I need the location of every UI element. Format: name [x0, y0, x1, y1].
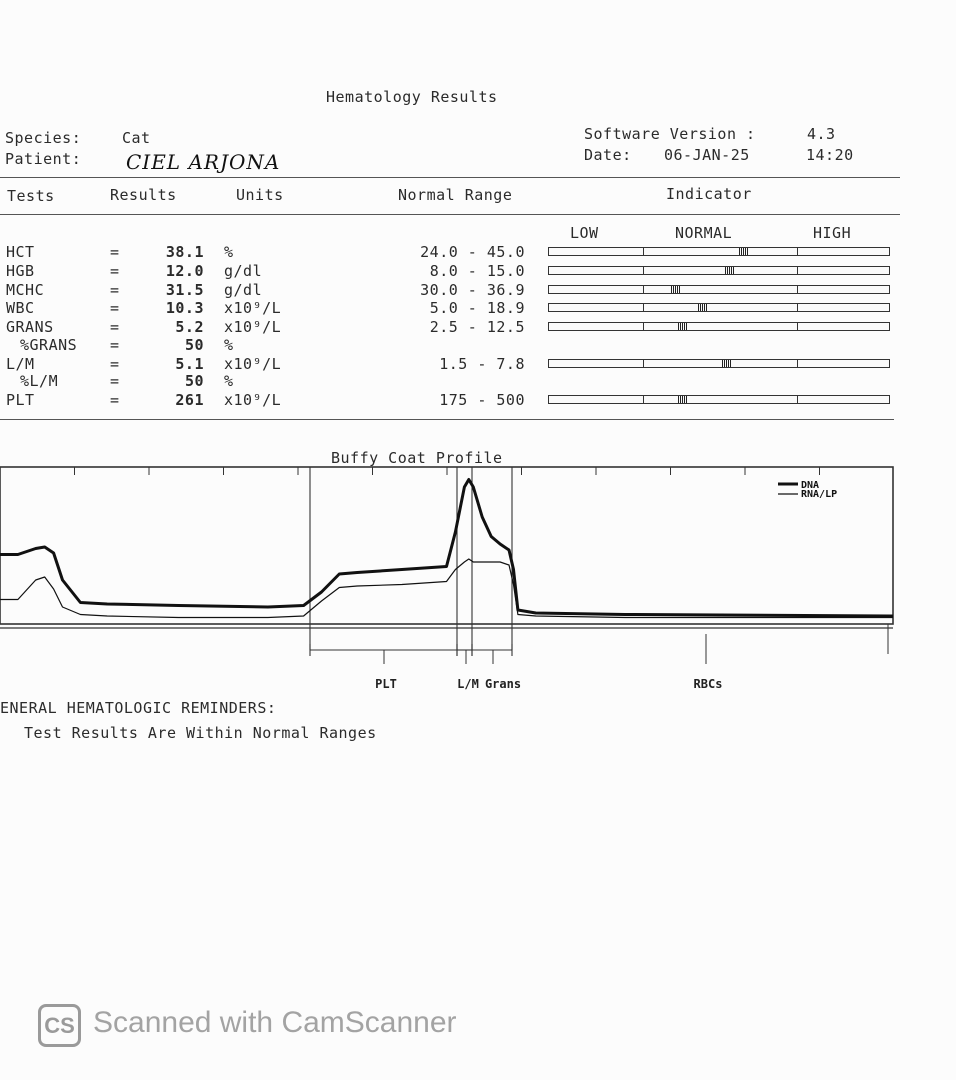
indicator-label-low: LOW	[570, 224, 599, 242]
equals-sign: =	[110, 262, 120, 280]
result-value: 12.0	[165, 262, 204, 280]
patient-label: Patient:	[5, 150, 82, 168]
reminders-text: Test Results Are Within Normal Ranges	[24, 724, 377, 742]
buffy-coat-chart	[0, 464, 956, 704]
normal-range: 2.5 - 12.5	[429, 318, 525, 336]
result-value: 38.1	[165, 243, 204, 261]
indicator-divider	[797, 286, 798, 293]
indicator-divider	[643, 360, 644, 367]
test-name: HCT	[6, 243, 35, 261]
report-title: Hematology Results	[326, 88, 498, 106]
time-value: 14:20	[806, 146, 854, 164]
patient-name-handwritten: CIEL ARJONA	[126, 150, 281, 174]
date-label: Date:	[584, 146, 632, 164]
result-unit: g/dl	[224, 262, 263, 280]
result-unit: %	[224, 243, 234, 261]
result-value: 10.3	[165, 299, 204, 317]
indicator-divider	[797, 360, 798, 367]
test-name: MCHC	[6, 281, 45, 299]
indicator-bar	[548, 285, 890, 294]
result-value: 50	[184, 372, 204, 390]
test-name: %L/M	[20, 372, 59, 390]
result-value: 5.2	[175, 318, 204, 336]
equals-sign: =	[110, 299, 120, 317]
equals-sign: =	[110, 372, 120, 390]
indicator-marker	[725, 267, 734, 274]
indicator-divider	[797, 248, 798, 255]
plot-border	[0, 467, 893, 624]
col-header-indicator: Indicator	[666, 185, 752, 203]
software-version-value: 4.3	[807, 125, 836, 143]
result-unit: x10⁹/L	[224, 318, 282, 336]
region-label: PLT	[375, 677, 397, 691]
indicator-marker	[739, 248, 748, 255]
indicator-bar	[548, 395, 890, 404]
result-value: 261	[175, 391, 204, 409]
equals-sign: =	[110, 281, 120, 299]
result-value: 50	[184, 336, 204, 354]
species-label: Species:	[5, 129, 82, 147]
equals-sign: =	[110, 336, 120, 354]
camscanner-logo: CS	[38, 1004, 81, 1047]
equals-sign: =	[110, 243, 120, 261]
legend-label: RNA/LP	[801, 489, 838, 500]
result-unit: x10⁹/L	[224, 391, 282, 409]
chart-frame	[0, 467, 893, 650]
indicator-divider	[797, 267, 798, 274]
region-label: RBCs	[693, 677, 723, 691]
result-unit: %	[224, 372, 234, 390]
equals-sign: =	[110, 318, 120, 336]
normal-range: 30.0 - 36.9	[420, 281, 525, 299]
indicator-divider	[797, 304, 798, 311]
indicator-bar	[548, 303, 890, 312]
indicator-marker	[671, 286, 680, 293]
normal-range: 175 - 500	[439, 391, 525, 409]
result-unit: x10⁹/L	[224, 299, 282, 317]
indicator-label-normal: NORMAL	[675, 224, 733, 242]
result-value: 5.1	[175, 355, 204, 373]
test-name: %GRANS	[20, 336, 78, 354]
indicator-divider	[797, 396, 798, 403]
indicator-divider	[643, 304, 644, 311]
camscanner-watermark: Scanned with CamScanner	[93, 1006, 457, 1039]
indicator-marker	[698, 304, 707, 311]
region-label: Grans	[484, 677, 522, 691]
col-header-range: Normal Range	[398, 186, 513, 204]
header-top-rule	[0, 177, 900, 178]
normal-range: 24.0 - 45.0	[420, 243, 525, 261]
result-unit: g/dl	[224, 281, 263, 299]
indicator-label-high: HIGH	[813, 224, 852, 242]
indicator-bar	[548, 322, 890, 331]
result-unit: %	[224, 336, 234, 354]
result-value: 31.5	[165, 281, 204, 299]
equals-sign: =	[110, 355, 120, 373]
species-value: Cat	[122, 129, 151, 147]
software-version-label: Software Version :	[584, 125, 756, 143]
indicator-divider	[797, 323, 798, 330]
indicator-marker	[678, 396, 687, 403]
indicator-marker	[722, 360, 731, 367]
date-value: 06-JAN-25	[664, 146, 750, 164]
series-line-dna	[0, 480, 893, 617]
indicator-divider	[643, 267, 644, 274]
indicator-bar	[548, 266, 890, 275]
indicator-bar	[548, 359, 890, 368]
test-name: HGB	[6, 262, 35, 280]
equals-sign: =	[110, 391, 120, 409]
indicator-divider	[643, 286, 644, 293]
indicator-divider	[643, 396, 644, 403]
indicator-bar	[548, 247, 890, 256]
region-label: L/M	[457, 677, 479, 691]
normal-range: 1.5 - 7.8	[439, 355, 525, 373]
indicator-marker	[678, 323, 687, 330]
test-name: WBC	[6, 299, 35, 317]
table-bottom-rule	[0, 419, 894, 420]
normal-range: 5.0 - 18.9	[429, 299, 525, 317]
header-bottom-rule	[0, 214, 900, 215]
col-header-results: Results	[110, 186, 177, 204]
indicator-divider	[643, 323, 644, 330]
normal-range: 8.0 - 15.0	[429, 262, 525, 280]
reminders-heading: ENERAL HEMATOLOGIC REMINDERS:	[0, 699, 277, 717]
chart-title: Buffy Coat Profile	[331, 449, 503, 467]
col-header-tests: Tests	[7, 187, 55, 205]
result-unit: x10⁹/L	[224, 355, 282, 373]
test-name: PLT	[6, 391, 35, 409]
indicator-divider	[643, 248, 644, 255]
legend-label: DNA	[801, 480, 820, 491]
test-name: L/M	[6, 355, 35, 373]
test-name: GRANS	[6, 318, 54, 336]
col-header-units: Units	[236, 186, 284, 204]
